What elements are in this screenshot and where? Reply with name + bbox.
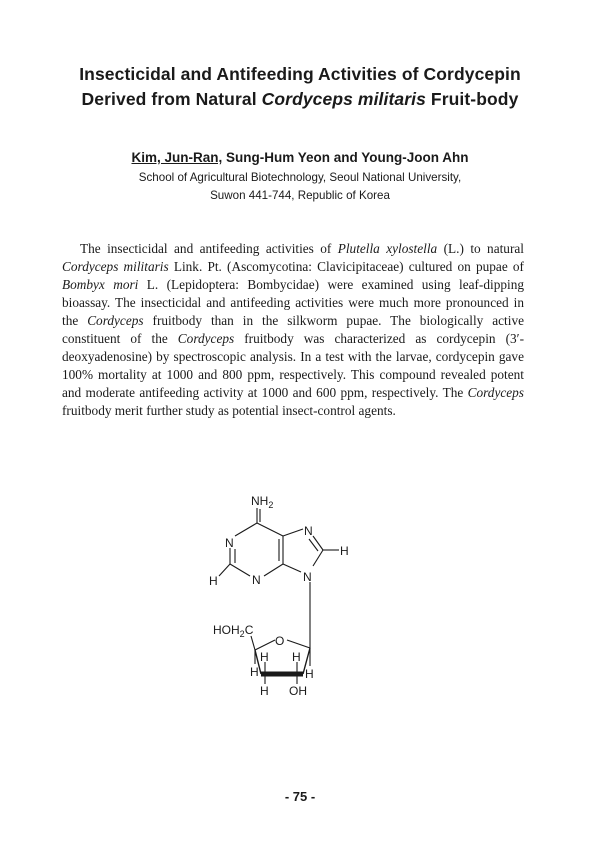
cordycepin-structure-diagram [195,488,375,708]
label-h2: H [209,574,218,588]
bond-n9-c4 [283,564,301,572]
label-n3: N [252,573,261,587]
label-h-c2prime-up: H [292,650,301,664]
title-species-name: Cordyceps militaris [261,89,426,109]
abstract-italic-2: Cordyceps militaris [62,259,169,274]
label-oh: OH [289,684,307,698]
label-hoh2c: $HOH_2C$ [213,623,254,639]
bond-c4prime-ch2oh [251,636,255,650]
bond-n3-c4 [264,564,283,576]
label-nh2: $NH_2$ [251,494,274,510]
abstract-italic-1: Plutella xylostella [337,241,438,256]
label-ring-oxygen: O [275,634,285,648]
abstract [62,240,524,420]
title-line-2 [40,87,560,112]
title-line-2-prefix: Derived from Natural [81,89,262,109]
abstract-text-2: (L.) to natural [437,241,524,256]
abstract-italic-6: Cordyceps [467,385,524,400]
co-authors: Sung-Hum Yeon and Young-Joon Ahn [222,150,469,165]
paper-title [40,62,560,112]
abstract-text-6: fruitbody was characterized as cordycepin (3′-deoxyadenosine) by spectroscopic analysis. In a test with the larvae, cordycepin gave 100% mortality at 1000 and 800 ppm, respectively. This compound revealed potent and moderate antifeeding activity at 1000 and 600 ppm, respectively. The [62,331,524,400]
label-h-c4prime: H [250,665,259,679]
abstract-italic-4: Cordyceps [87,313,144,328]
bond-c5-c6 [257,523,283,536]
bond-n7-c8 [313,536,323,550]
label-h-c3prime-up: H [260,650,269,664]
abstract-text-3: Link. Pt. (Ascomycotina: Clavicipitaceae) cultured on pupae of [168,259,524,274]
page-number: - 75 - [284,789,316,804]
affiliation [60,169,540,204]
bond-c2-n3 [230,564,250,576]
label-h-c1prime: H [305,667,314,681]
abstract-text-5: fruitbody than in the silkworm pupae. The biologically active constituent of the [62,313,524,346]
title-line-2-suffix: Fruit-body [425,89,519,109]
author-list [60,150,540,165]
bond-c4prime-o [255,640,275,650]
abstract-text-4: L. (Lepidoptera: Bombycidae) were examined using leaf-dipping bioassay. The insecticidal and antifeeding activities were much more pronounced in the [62,277,524,328]
bond-o-c1prime [287,640,310,648]
corresponding-author: Kim, Jun-Ran, [131,150,223,165]
affiliation-line-1: School of Agricultural Biotechnology, Seoul National University, [138,171,462,184]
label-h-c3prime-down: H [260,684,269,698]
label-n9: N [303,570,312,584]
bond-c5-n7 [283,529,303,536]
bond-c6-n1 [235,523,257,536]
bond-c8-n9 [313,550,323,566]
label-h8: H [340,544,349,558]
abstract-italic-3: Bombyx mori [62,277,139,292]
abstract-italic-5: Cordyceps [177,331,235,346]
title-line-1: Insecticidal and Antifeeding Activities of Cordycepin [79,64,521,84]
bond-c2-h [219,564,230,576]
abstract-text-7: fruitbody merit further study as potential insect-control agents. [62,403,396,418]
abstract-text-1: The insecticidal and antifeeding activities of [80,241,338,256]
label-n7: N [304,524,313,538]
label-n1: N [225,536,234,550]
affiliation-line-2: Suwon 441-744, Republic of Korea [210,188,390,202]
